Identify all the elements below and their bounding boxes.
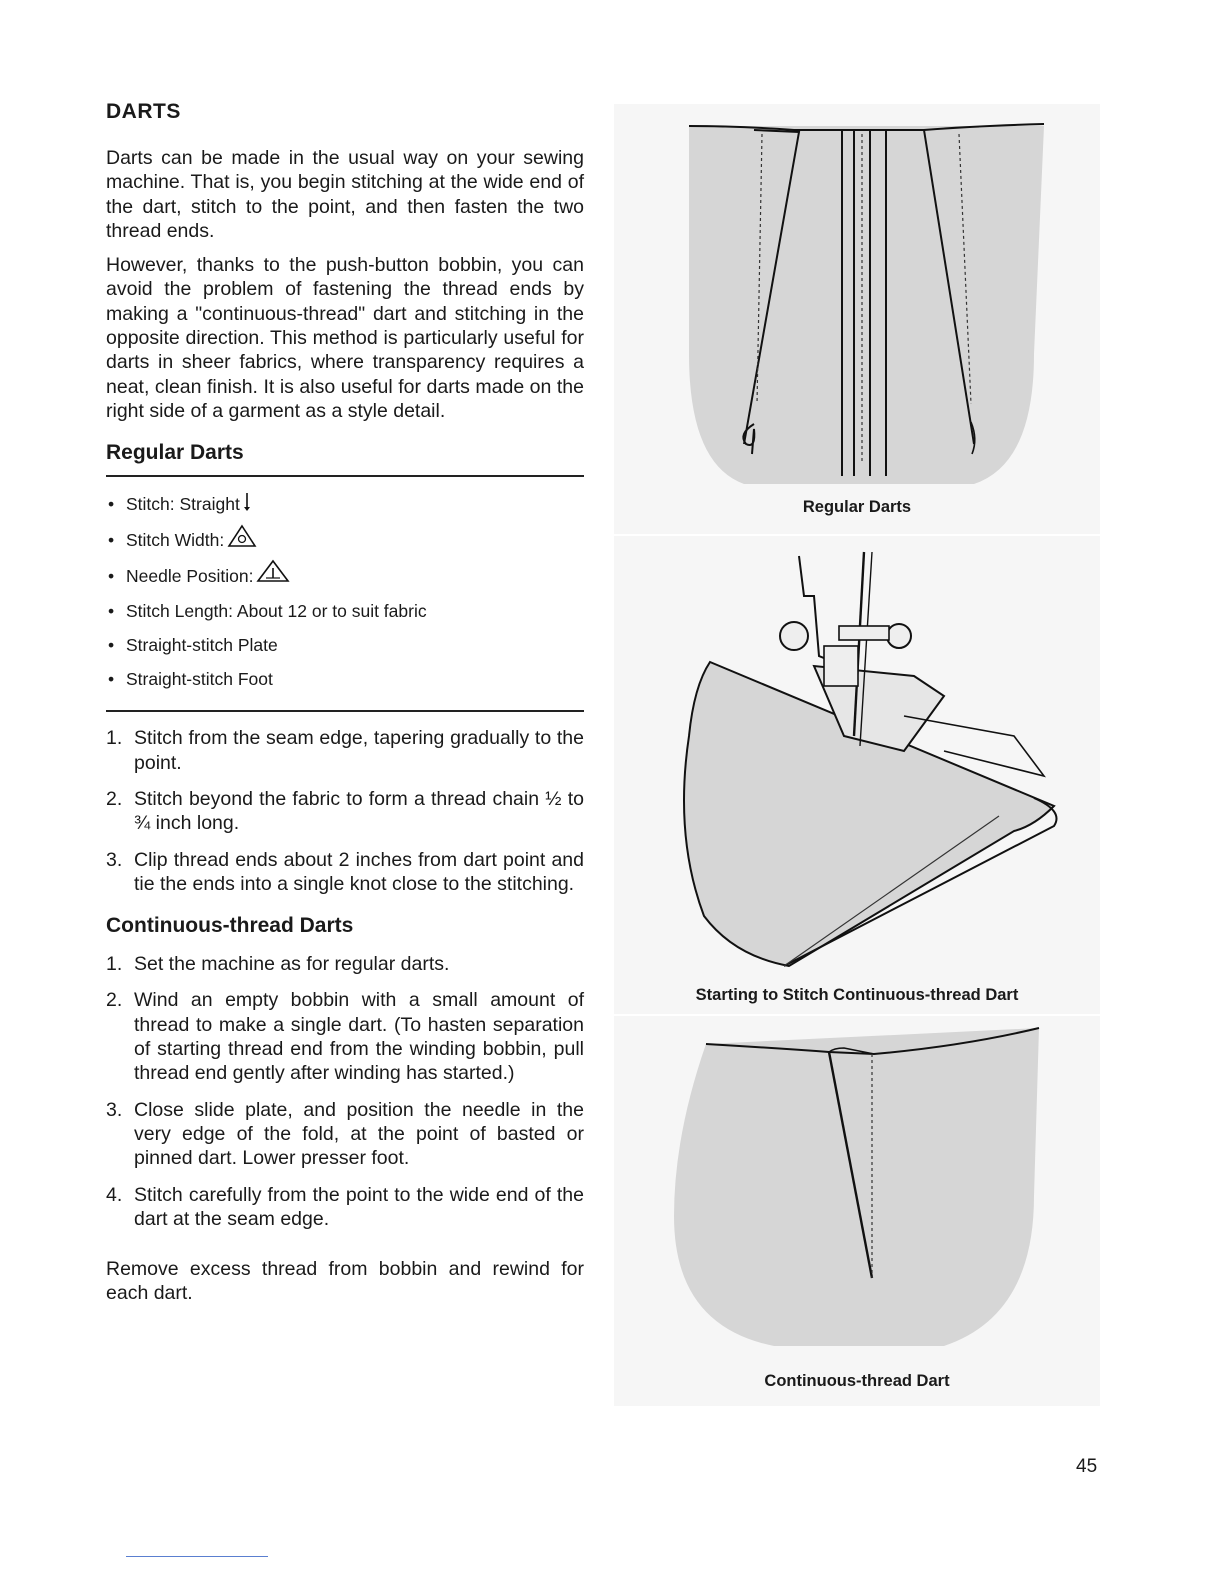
straight-stitch-icon: [243, 489, 251, 523]
illustration-column: [614, 104, 1100, 1406]
spec-item: • Straight-stitch Foot: [106, 662, 584, 696]
scan-artifact-line: [126, 1556, 268, 1557]
spec-item: • Stitch: Straight: [106, 487, 584, 522]
list-item: 1. Stitch from the seam edge, tapering gradually to the point.: [106, 727, 584, 774]
divider: [106, 710, 584, 712]
starting-dart-figure: [614, 536, 1100, 1014]
closing-paragraph: Remove excess thread from bobbin and rewind for each dart.: [106, 1258, 584, 1305]
regular-darts-figure: [614, 104, 1100, 534]
needle-position-symbol-icon: [256, 559, 290, 594]
spec-item: • Stitch Length: About 12 or to suit fabric: [106, 594, 584, 628]
continuous-dart-figure: [614, 1016, 1100, 1406]
sewing-machine-foot-illustration: [614, 536, 1100, 1014]
regular-darts-illustration: [614, 104, 1100, 534]
list-item: 2. Wind an empty bobbin with a small amount of thread to make a single dart. (To hasten separation of starting thread end from the winding bobbin, pull thread end gently after winding has started.): [106, 989, 584, 1085]
regular-darts-heading: Regular Darts: [106, 441, 244, 465]
spec-item: • Stitch Width:: [106, 523, 584, 559]
continuous-darts-steps: [106, 952, 584, 1231]
spec-item: • Straight-stitch Plate: [106, 628, 584, 662]
continuous-dart-illustration: [614, 1016, 1100, 1406]
section-title: DARTS: [106, 100, 181, 123]
list-item: 1. Set the machine as for regular darts.: [106, 953, 450, 976]
spec-item: • Needle Position:: [106, 559, 584, 595]
figure-caption: Continuous-thread Dart: [764, 1372, 950, 1390]
page-number: 45: [1076, 1456, 1098, 1477]
figure-caption: Starting to Stitch Continuous-thread Dart: [695, 986, 1019, 1004]
intro-paragraph: Darts can be made in the usual way on your sewing machine. That is, you begin stitching at the wide end of the dart, stitch to the point, and then fasten the two thread ends.: [106, 147, 584, 242]
text-column: [106, 100, 584, 1316]
divider: [106, 475, 584, 477]
list-item: 3. Close slide plate, and position the needle in the very edge of the fold, at the point of basted or pinned dart. Lower presser foot.: [106, 1098, 584, 1170]
regular-darts-steps: [106, 726, 584, 896]
continuous-darts-heading: Continuous-thread Darts: [106, 914, 354, 938]
continuous-method-paragraph: However, thanks to the push-button bobbin, you can avoid the problem of fastening the thread ends by making a "continuous-thread" dart and stitching in the opposite direction. This method is particularly useful for darts in sheer fabrics, where transparency requires a neat, clean finish. It is also useful for darts made on the right side of a garment as a style detail.: [106, 254, 584, 422]
figure-caption: Regular Darts: [802, 498, 912, 516]
stitch-width-symbol-icon: [227, 524, 257, 559]
list-item: 2. Stitch beyond the fabric to form a thread chain ½ to ¾ inch long.: [106, 787, 584, 835]
list-item: 3. Clip thread ends about 2 inches from dart point and tie the ends into a single knot close to the stitching.: [106, 848, 584, 895]
list-item: 4. Stitch carefully from the point to the wide end of the dart at the seam edge.: [106, 1183, 584, 1230]
machine-settings-list: [106, 487, 584, 696]
